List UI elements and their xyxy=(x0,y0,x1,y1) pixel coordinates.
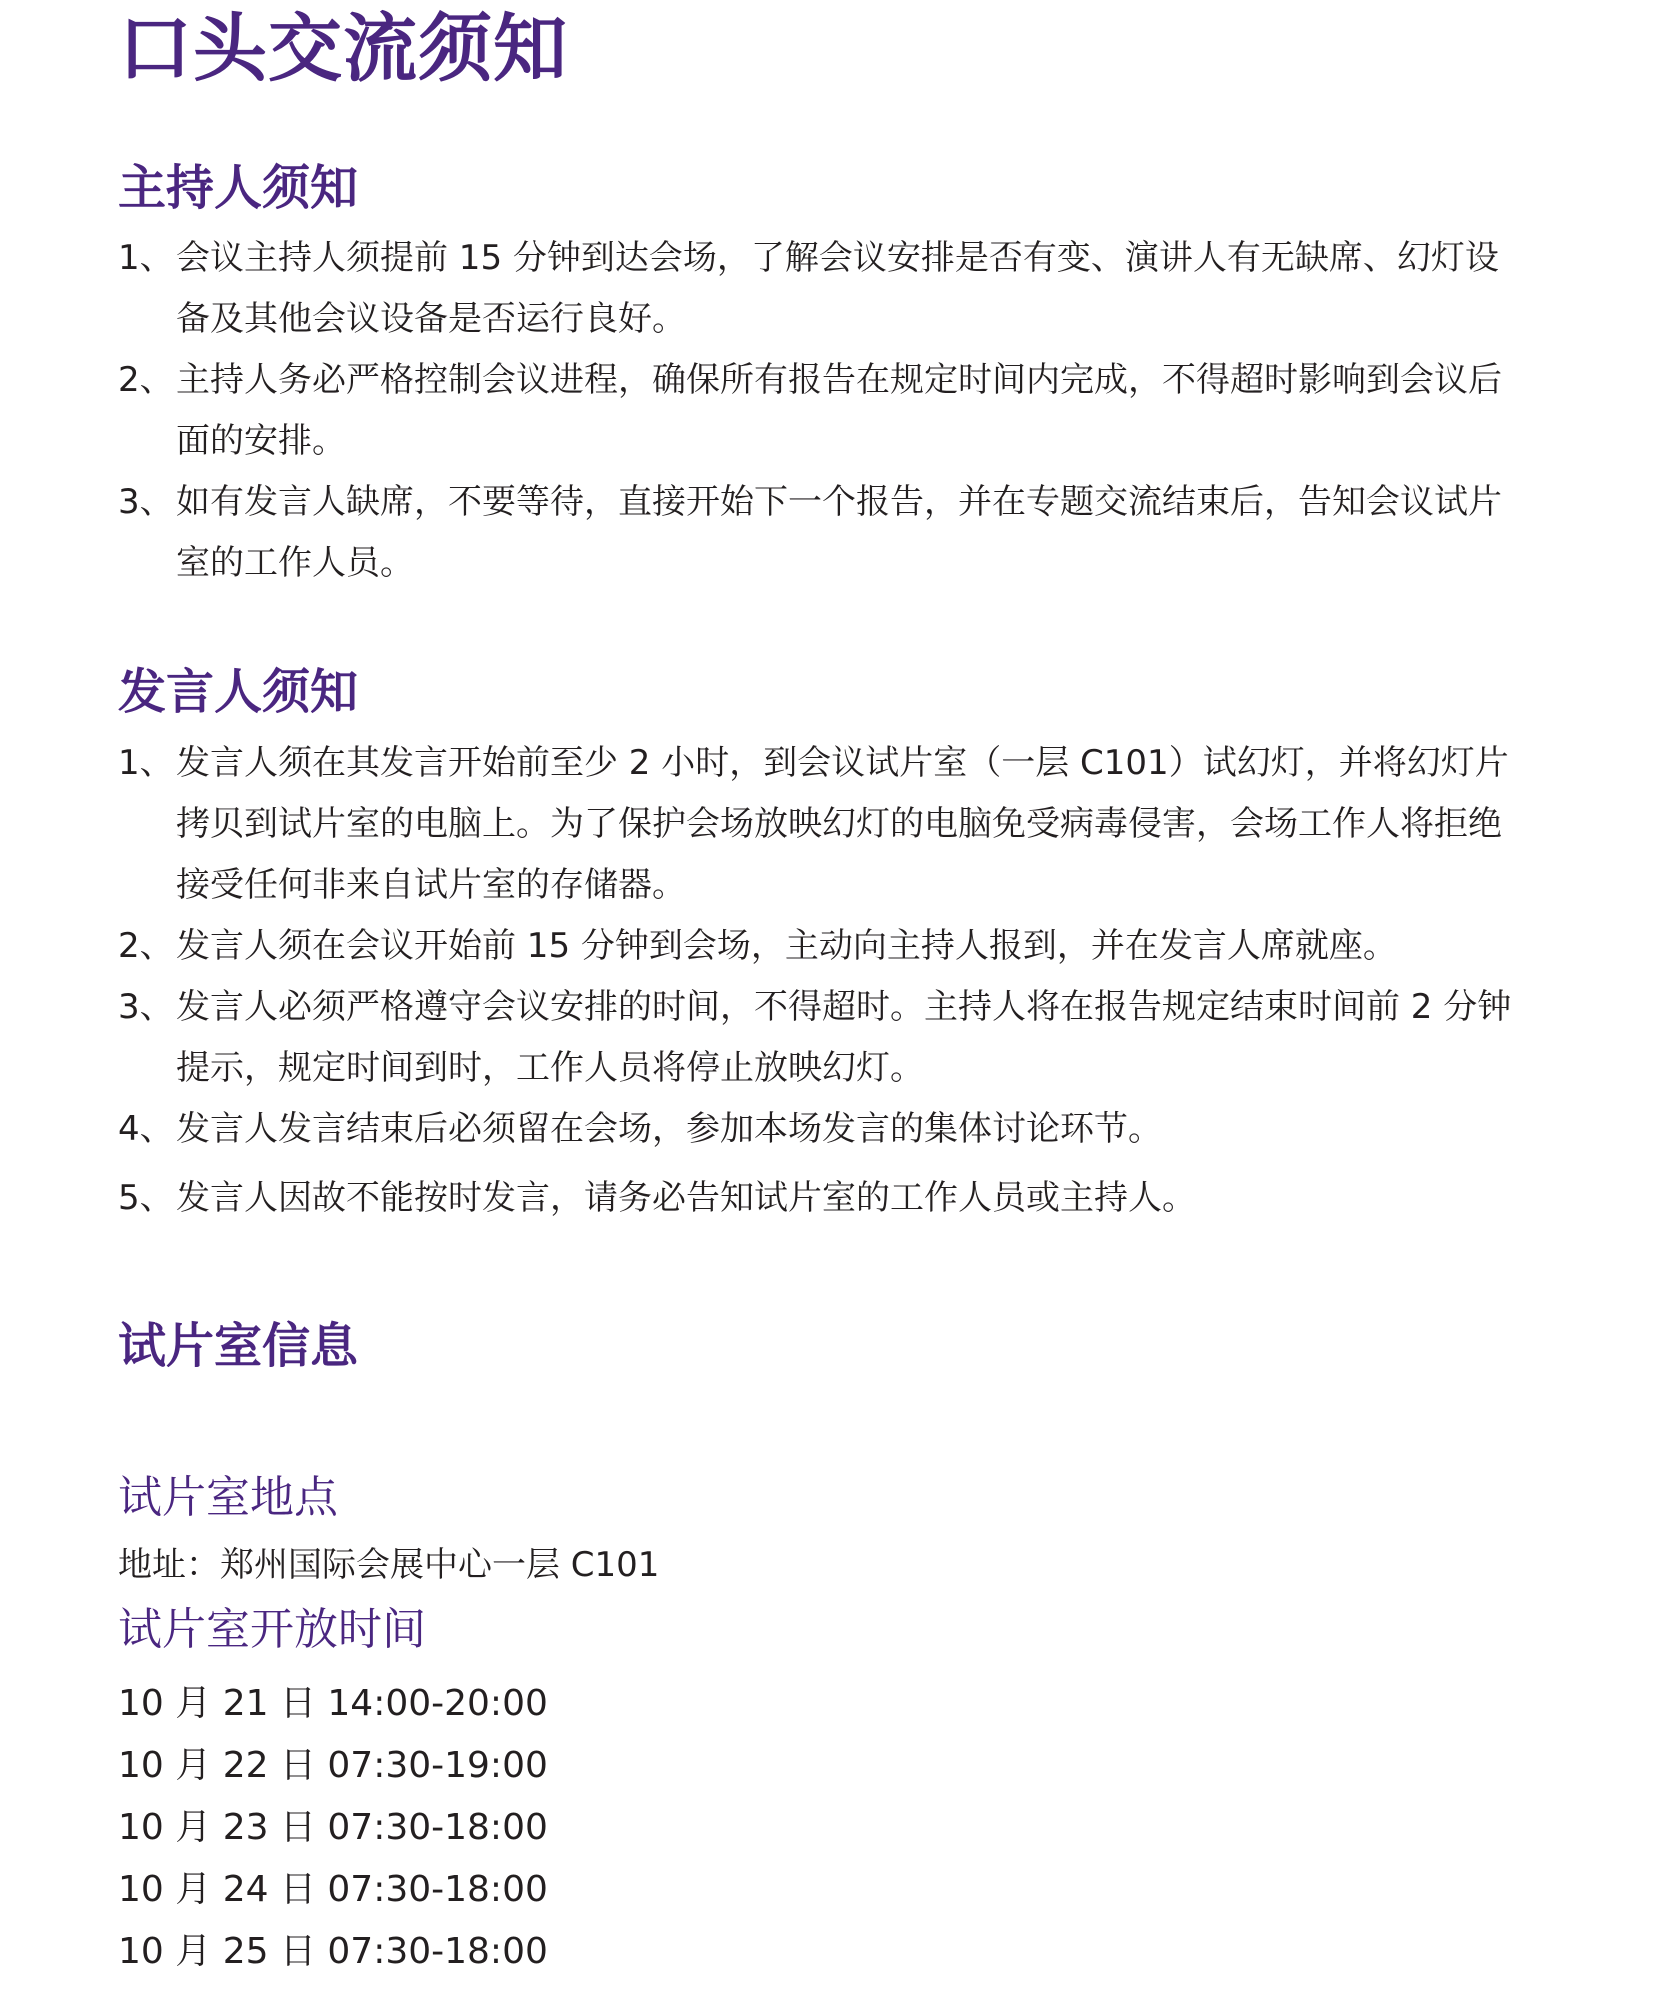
item-number: 5、 xyxy=(118,1178,174,1218)
speaker-section-heading: 发言人须知 xyxy=(118,664,359,720)
item-text: 发言人须在其发言开始前至少 2 小时，到会议试片室（一层 C101）试幻灯，并将幻灯片拷贝到试片室的电脑上。为了保护会场放映幻灯的电脑免受病毒侵害，会场工作人将拒绝接受任何非来自试片室的存储器。 xyxy=(176,743,1509,905)
list-item xyxy=(118,1168,1518,1229)
item-text: 如有发言人缺席，不要等待，直接开始下一个报告，并在专题交流结束后，告知会议试片室的工作人员。 xyxy=(176,482,1502,583)
item-number: 3、 xyxy=(118,987,174,1027)
list-item xyxy=(118,977,1518,1099)
host-instructions-list xyxy=(118,228,1518,594)
item-number: 2、 xyxy=(118,360,174,400)
item-text: 发言人因故不能按时发言，请务必告知试片室的工作人员或主持人。 xyxy=(176,1178,1196,1218)
item-text: 发言人必须严格遵守会议安排的时间，不得超时。主持人将在报告规定结束时间前 2 分钟提示，规定时间到时，工作人员将停止放映幻灯。 xyxy=(176,987,1512,1088)
list-item xyxy=(118,228,1518,350)
speaker-instructions-list xyxy=(118,733,1518,1229)
hours-row: 10 月 24 日 07:30-18:00 xyxy=(118,1869,548,1910)
opening-hours-list xyxy=(118,1673,548,1983)
item-number: 1、 xyxy=(118,743,174,783)
item-number: 2、 xyxy=(118,926,174,966)
page-title: 口头交流须知 xyxy=(118,6,568,92)
preview-room-section-heading: 试片室信息 xyxy=(118,1318,359,1374)
item-text: 发言人发言结束后必须留在会场，参加本场发言的集体讨论环节。 xyxy=(176,1109,1162,1149)
list-item xyxy=(118,1099,1518,1160)
item-number: 1、 xyxy=(118,238,174,278)
item-text: 主持人务必严格控制会议进程，确保所有报告在规定时间内完成，不得超时影响到会议后面的安排。 xyxy=(176,360,1502,461)
list-item xyxy=(118,733,1518,916)
host-section-heading: 主持人须知 xyxy=(118,160,359,216)
list-item xyxy=(118,472,1518,594)
hours-row: 10 月 21 日 14:00-20:00 xyxy=(118,1683,548,1724)
item-number: 3、 xyxy=(118,482,174,522)
item-number: 4、 xyxy=(118,1109,174,1149)
item-text: 发言人须在会议开始前 15 分钟到会场，主动向主持人报到，并在发言人席就座。 xyxy=(176,926,1397,966)
list-item xyxy=(118,350,1518,472)
hours-row: 10 月 23 日 07:30-18:00 xyxy=(118,1807,548,1848)
list-item xyxy=(118,916,1518,977)
item-text: 会议主持人须提前 15 分钟到达会场，了解会议安排是否有变、演讲人有无缺席、幻灯设备及其他会议设备是否运行良好。 xyxy=(176,238,1499,339)
opening-hours-heading: 试片室开放时间 xyxy=(118,1604,426,1655)
location-heading: 试片室地点 xyxy=(118,1472,338,1523)
hours-row: 10 月 25 日 07:30-18:00 xyxy=(118,1931,548,1972)
address-text: 地址：郑州国际会展中心一层 C101 xyxy=(118,1545,660,1585)
hours-row: 10 月 22 日 07:30-19:00 xyxy=(118,1745,548,1786)
